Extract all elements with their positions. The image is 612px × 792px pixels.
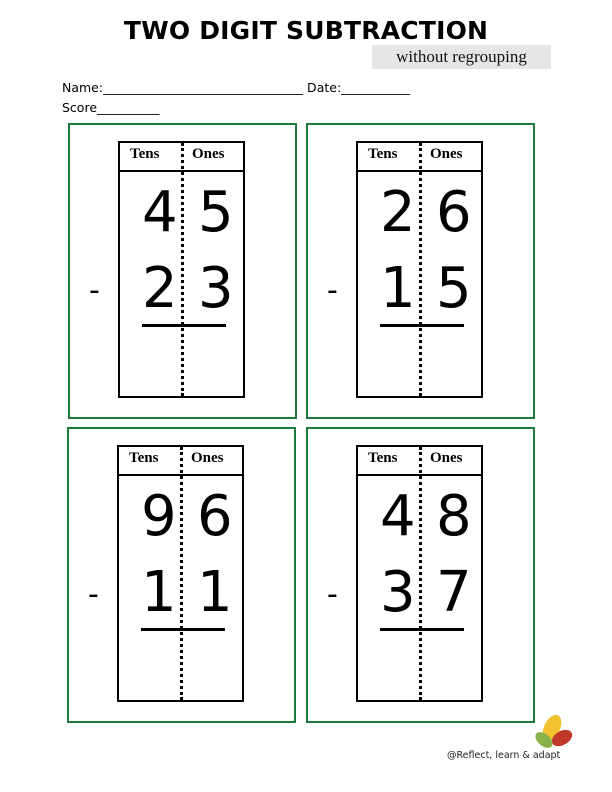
name-date-line[interactable]: Name:________________________________ Date:___________: [62, 80, 410, 95]
footer-credit: @Reflect, learn & adapt: [447, 750, 561, 761]
problem-box: [68, 123, 297, 419]
minus-sign: -: [327, 273, 338, 308]
tens-header: Tens: [130, 146, 160, 162]
score-line[interactable]: Score__________: [62, 100, 160, 115]
top-tens-digit: 2: [380, 180, 416, 245]
answer-line: [380, 628, 464, 631]
top-ones-digit: 8: [436, 484, 472, 549]
bottom-ones-digit: 5: [436, 256, 472, 321]
ones-header: Ones: [191, 450, 224, 466]
place-value-table: [356, 141, 483, 398]
minus-sign: -: [89, 273, 100, 308]
top-ones-digit: 6: [436, 180, 472, 245]
column-divider: [419, 447, 422, 700]
bottom-tens-digit: 1: [141, 560, 177, 625]
answer-line: [141, 628, 225, 631]
problem-box: [306, 427, 535, 723]
page-title: TWO DIGIT SUBTRACTION: [123, 16, 489, 45]
problem-box: [67, 427, 296, 723]
place-value-table: [356, 445, 483, 702]
column-divider: [180, 447, 183, 700]
top-tens-digit: 4: [380, 484, 416, 549]
place-value-table: [118, 141, 245, 398]
tens-header: Tens: [368, 450, 398, 466]
answer-line: [142, 324, 226, 327]
minus-sign: -: [327, 577, 338, 612]
bottom-tens-digit: 2: [142, 256, 178, 321]
place-value-table: [117, 445, 244, 702]
tens-header: Tens: [129, 450, 159, 466]
column-divider: [419, 143, 422, 396]
top-ones-digit: 6: [197, 484, 233, 549]
tens-header: Tens: [368, 146, 398, 162]
column-divider: [181, 143, 184, 396]
ones-header: Ones: [192, 146, 225, 162]
bottom-ones-digit: 7: [436, 560, 472, 625]
page-subtitle: without regrouping: [372, 45, 551, 69]
bottom-tens-digit: 1: [380, 256, 416, 321]
ones-header: Ones: [430, 146, 463, 162]
top-ones-digit: 5: [198, 180, 234, 245]
bottom-tens-digit: 3: [380, 560, 416, 625]
bottom-ones-digit: 1: [197, 560, 233, 625]
minus-sign: -: [88, 577, 99, 612]
leaves-icon: [530, 712, 578, 752]
bottom-ones-digit: 3: [198, 256, 234, 321]
answer-line: [380, 324, 464, 327]
ones-header: Ones: [430, 450, 463, 466]
problem-box: [306, 123, 535, 419]
top-tens-digit: 4: [142, 180, 178, 245]
top-tens-digit: 9: [141, 484, 177, 549]
